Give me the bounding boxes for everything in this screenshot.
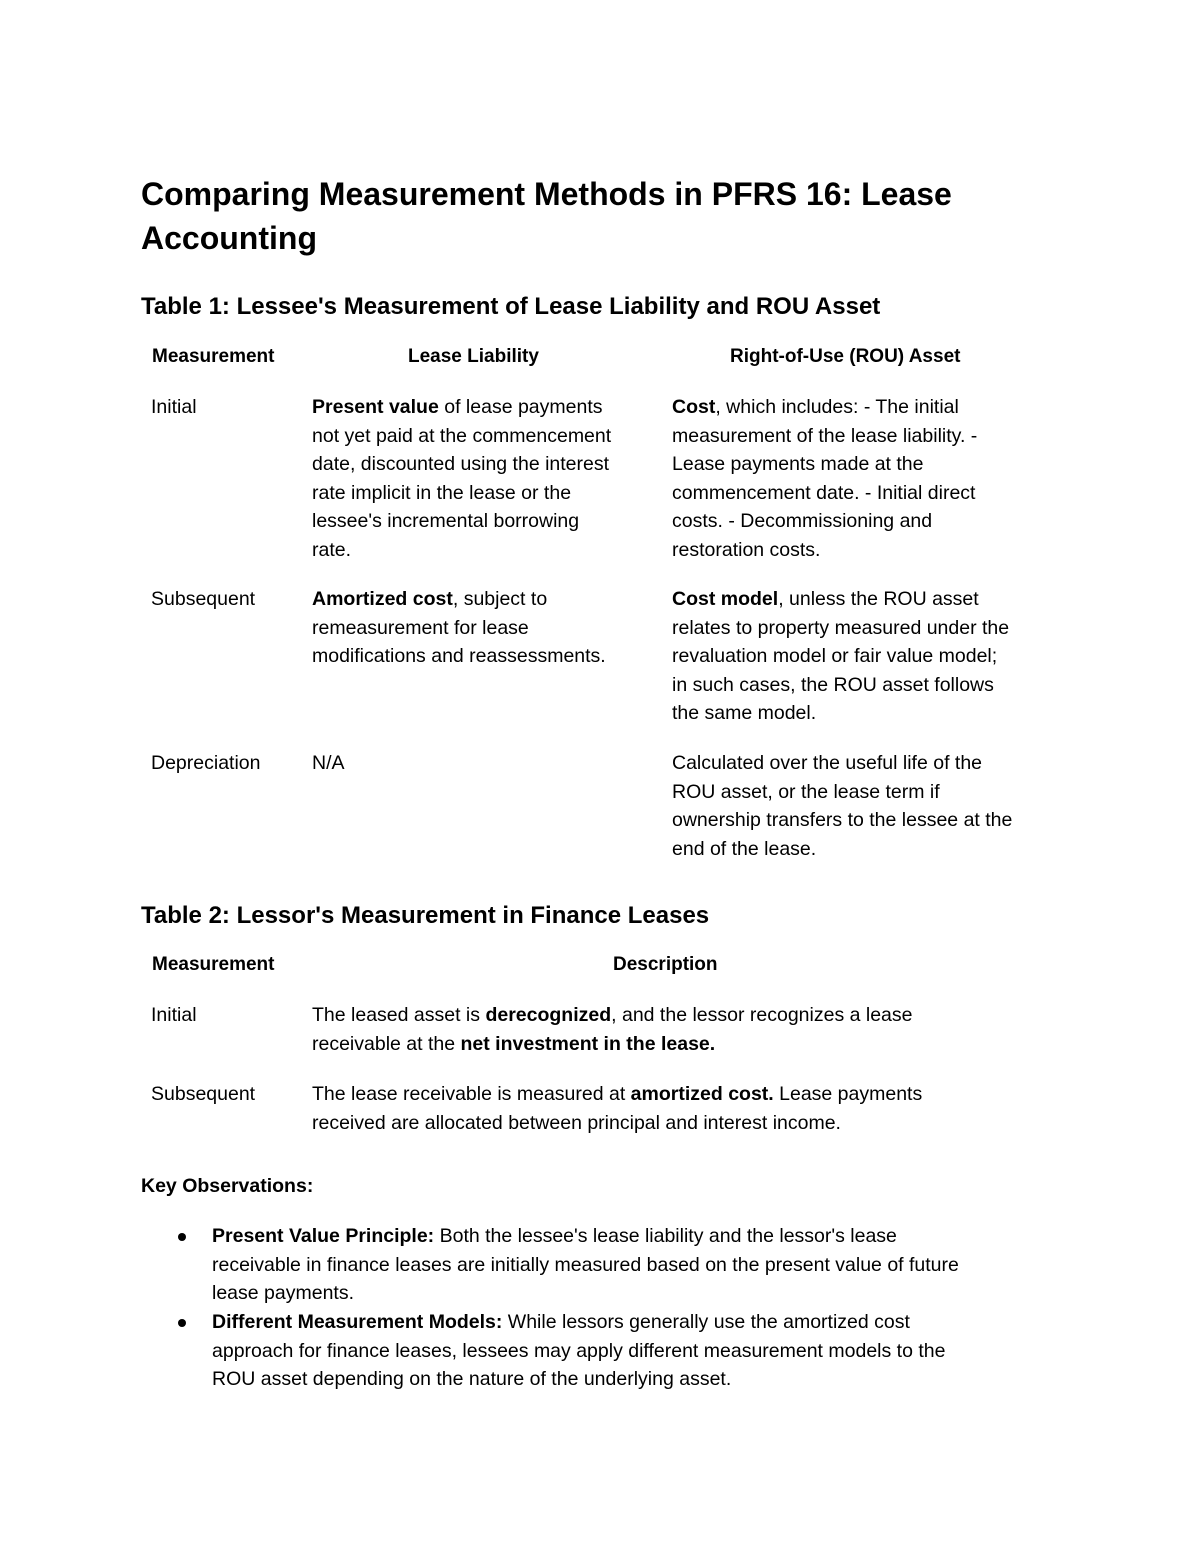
bullet-icon — [178, 1233, 186, 1241]
table1-header-rou-asset: Right-of-Use (ROU) Asset — [730, 346, 961, 367]
table2-header-measurement: Measurement — [152, 954, 275, 975]
table1-row-depreciation-liability: N/A — [312, 752, 345, 774]
document-title-line-2: Accounting — [141, 220, 317, 256]
table2-row-initial-description: The leased asset is derecognized, and the lessor recognizes a lease receivable at the net investment in the lease. — [312, 1004, 913, 1055]
table1-header-lease-liability: Lease Liability — [408, 346, 539, 367]
table2-row-subsequent-measurement: Subsequent — [151, 1083, 256, 1105]
table1-row-initial-asset: Cost, which includes: - The initial measurement of the lease liability. - Lease payments made at the commencement date. - Initial direct costs. - Decommissioning and restoration costs. — [672, 396, 978, 561]
table1-row-initial-measurement: Initial — [151, 396, 197, 418]
table1-row-initial-liability: Present value of lease payments not yet paid at the commencement date, discounted using the interest rate implicit in the lease or the lessee's incremental borrowing rate. — [312, 396, 612, 561]
table1-heading: Table 1: Lessee's Measurement of Lease Liability and ROU Asset — [141, 293, 881, 320]
table2-row-subsequent-description: The lease receivable is measured at amortized cost. Lease payments received are allocated between principal and interest income. — [312, 1083, 923, 1134]
bullet-icon — [178, 1319, 186, 1327]
table1-row-subsequent-liability: Amortized cost, subject to remeasurement for lease modifications and reassessments. — [312, 588, 606, 667]
table1-row-subsequent-asset: Cost model, unless the ROU asset relates to property measured under the revaluation model or fair value model; in such cases, the ROU asset follows the same model. — [672, 588, 1010, 724]
key-observations-title: Key Observations: — [141, 1175, 314, 1197]
document-title — [141, 172, 1061, 260]
document-title-line-1: Comparing Measurement Methods in PFRS 16: Lease — [141, 176, 952, 212]
key-observation-item: Present Value Principle: Both the lessee's lease liability and the lessor's lease receivable in finance leases are initially measured based on the present value of future lease payments. — [212, 1225, 959, 1304]
table2-heading: Table 2: Lessor's Measurement in Finance Leases — [141, 902, 710, 929]
table1-row-depreciation-asset: Calculated over the useful life of the ROU asset, or the lease term if ownership transfers to the lessee at the end of the lease. — [672, 752, 1013, 860]
table1-row-subsequent-measurement: Subsequent — [151, 588, 256, 610]
key-observation-item: Different Measurement Models: While lessors generally use the amortized cost approach for finance leases, lessees may apply different measurement models to the ROU asset depending on the nature of the underlying asset. — [212, 1311, 946, 1390]
table1-header-measurement: Measurement — [152, 346, 275, 367]
table1-row-depreciation-measurement: Depreciation — [151, 752, 261, 774]
table2-row-initial-measurement: Initial — [151, 1004, 197, 1026]
table2-header-description: Description — [613, 954, 718, 975]
